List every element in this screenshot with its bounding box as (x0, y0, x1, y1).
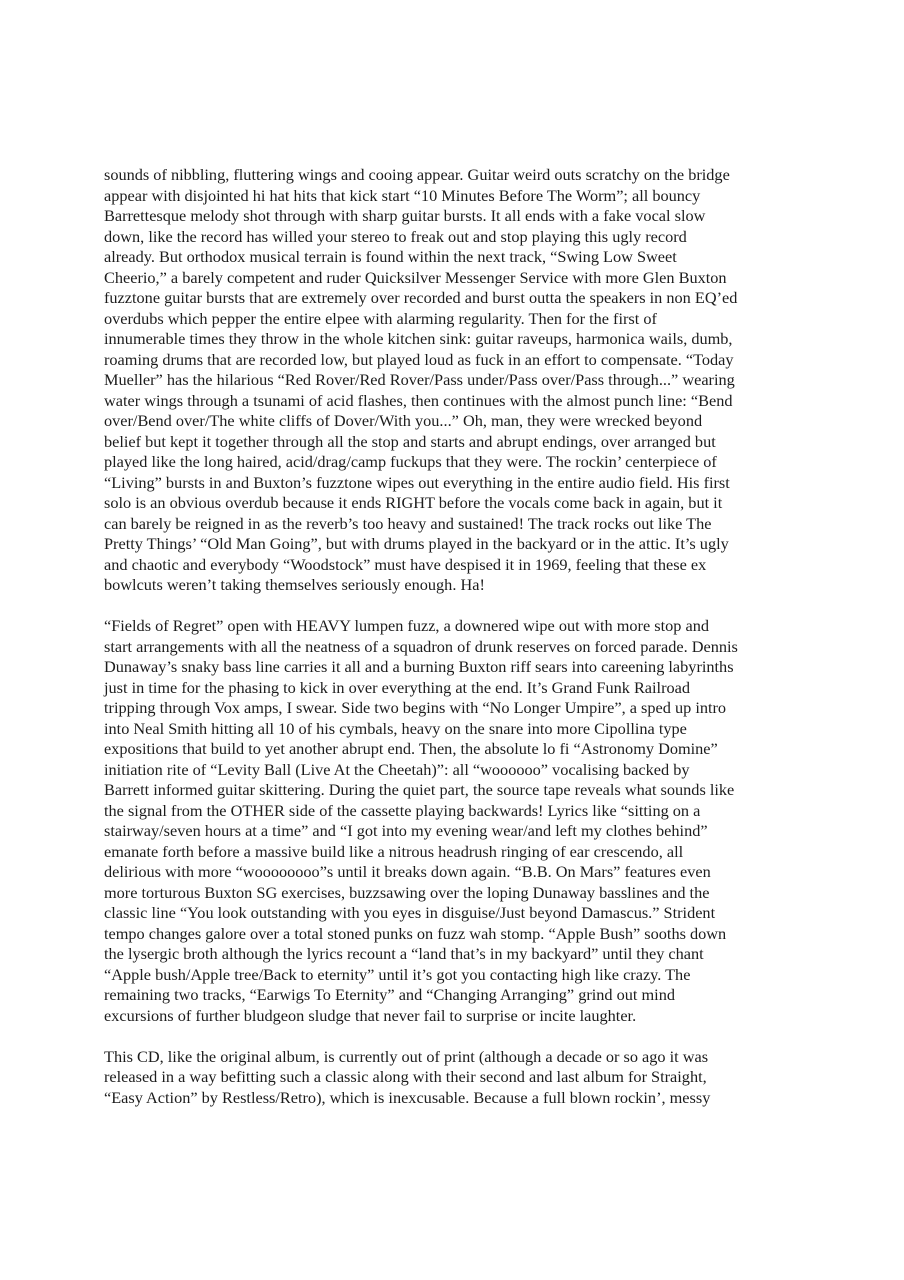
text-line: “Easy Action” by Restless/Retro), which is inexcusable. Because a full blown rockin’, messy (104, 1087, 711, 1107)
text-line: stairway/seven hours at a time” and “I got into my evening wear/and left my clothes behind” (104, 821, 708, 840)
text-line: Cheerio,” a barely competent and ruder Quicksilver Messenger Service with more Glen Buxton (104, 267, 727, 287)
text-line: belief but kept it together through all the stop and starts and abrupt endings, over arranged but (104, 431, 716, 451)
text-line: Mueller” has the hilarious “Red Rover/Red Rover/Pass under/Pass over/Pass through...” wearing (104, 370, 735, 389)
paragraph (104, 165, 794, 596)
text-line: into Neal Smith hitting all 10 of his cymbals, heavy on the snare into more Cipollina type (104, 718, 687, 738)
text-line: “Fields of Regret” open with HEAVY lumpen fuzz, a downered wipe out with more stop and (104, 616, 709, 635)
paragraph (104, 616, 794, 1026)
text-line: initiation rite of “Levity Ball (Live At the Cheetah)”: all “woooooo” vocalising backed by (104, 759, 690, 779)
text-line: “Living” bursts in and Buxton’s fuzztone wipes out everything in the entire audio field. His first (104, 472, 730, 492)
text-line: Barrettesque melody shot through with sharp guitar bursts. It all ends with a fake vocal slow (104, 206, 706, 225)
text-line: tempo changes galore over a total stoned punks on fuzz wah stomp. “Apple Bush” sooths down (104, 923, 727, 943)
text-line: and chaotic and everybody “Woodstock” must have despised it in 1969, feeling that these ex (104, 554, 707, 574)
text-line: “Apple bush/Apple tree/Back to eternity” until it’s got you contacting high like crazy. The (104, 964, 691, 984)
document-body (104, 165, 794, 1129)
text-line: innumerable times they throw in the whole kitchen sink: guitar raveups, harmonica wails, dumb, (104, 329, 733, 348)
text-line: released in a way befitting such a classic along with their second and last album for Straight, (104, 1067, 707, 1086)
text-line: appear with disjointed hi hat hits that kick start “10 Minutes Before The Worm”; all bouncy (104, 185, 701, 205)
text-line: played like the long haired, acid/drag/camp fuckups that they were. The rockin’ centerpiece of (104, 452, 717, 471)
paragraph (104, 1047, 794, 1109)
text-line: solo is an obvious overdub because it ends RIGHT before the vocals come back in again, but it (104, 493, 723, 512)
text-line: classic line “You look outstanding with you eyes in disguise/Just beyond Damascus.” Strident (104, 903, 716, 922)
text-line: fuzztone guitar bursts that are extremely over recorded and burst outta the speakers in non EQ’ed (104, 288, 738, 307)
text-line: bowlcuts weren’t taking themselves seriously enough. Ha! (104, 575, 485, 594)
text-line: water wings through a tsunami of acid flashes, then continues with the almost punch line: “Bend (104, 390, 733, 410)
text-line: remaining two tracks, “Earwigs To Eternity” and “Changing Arranging” grind out mind (104, 985, 675, 1004)
text-line: more torturous Buxton SG exercises, buzzsawing over the loping Dunaway basslines and the (104, 882, 710, 902)
text-line: expositions that build to yet another abrupt end. Then, the absolute lo fi “Astronomy Domine” (104, 739, 718, 758)
text-line: the lysergic broth although the lyrics recount a “land that’s in my backyard” until they chant (104, 944, 704, 963)
text-line: excursions of further bludgeon sludge that never fail to surprise or incite laughter. (104, 1005, 637, 1025)
text-line: This CD, like the original album, is currently out of print (although a decade or so ago it was (104, 1046, 709, 1066)
text-line: start arrangements with all the neatness of a squadron of drunk reserves on forced parade. Dennis (104, 636, 738, 656)
text-line: Pretty Things’ “Old Man Going”, but with drums played in the backyard or in the attic. It’s ugly (104, 534, 729, 553)
text-line: over/Bend over/The white cliffs of Dover/With you...” Oh, man, they were wrecked beyond (104, 411, 703, 430)
text-line: just in time for the phasing to kick in over everything at the end. It’s Grand Funk Railroad (104, 677, 691, 697)
text-line: overdubs which pepper the entire elpee with alarming regularity. Then for the first of (104, 308, 657, 328)
text-line: roaming drums that are recorded low, but played loud as fuck in an effort to compensate. “Today (104, 349, 734, 369)
text-line: delirious with more “woooooooo”s until it breaks down again. “B.B. On Mars” features even (104, 862, 711, 881)
text-line: down, like the record has willed your stereo to freak out and stop playing this ugly record (104, 226, 687, 246)
text-line: the signal from the OTHER side of the cassette playing backwards! Lyrics like “sitting on a (104, 800, 701, 820)
text-line: Barrett informed guitar skittering. During the quiet part, the source tape reveals what sounds like (104, 780, 735, 799)
text-line: already. But orthodox musical terrain is found within the next track, “Swing Low Sweet (104, 247, 677, 266)
text-line: tripping through Vox amps, I swear. Side two begins with “No Longer Umpire”, a sped up intro (104, 698, 727, 717)
text-line: Dunaway’s snaky bass line carries it all and a burning Buxton riff sears into careening labyrinths (104, 657, 734, 676)
text-line: sounds of nibbling, fluttering wings and cooing appear. Guitar weird outs scratchy on the bridge (104, 165, 730, 184)
text-line: emanate forth before a massive build like a nitrous headrush ringing of ear crescendo, all (104, 841, 684, 861)
text-line: can barely be reigned in as the reverb’s too heavy and sustained! The track rocks out like The (104, 513, 712, 533)
